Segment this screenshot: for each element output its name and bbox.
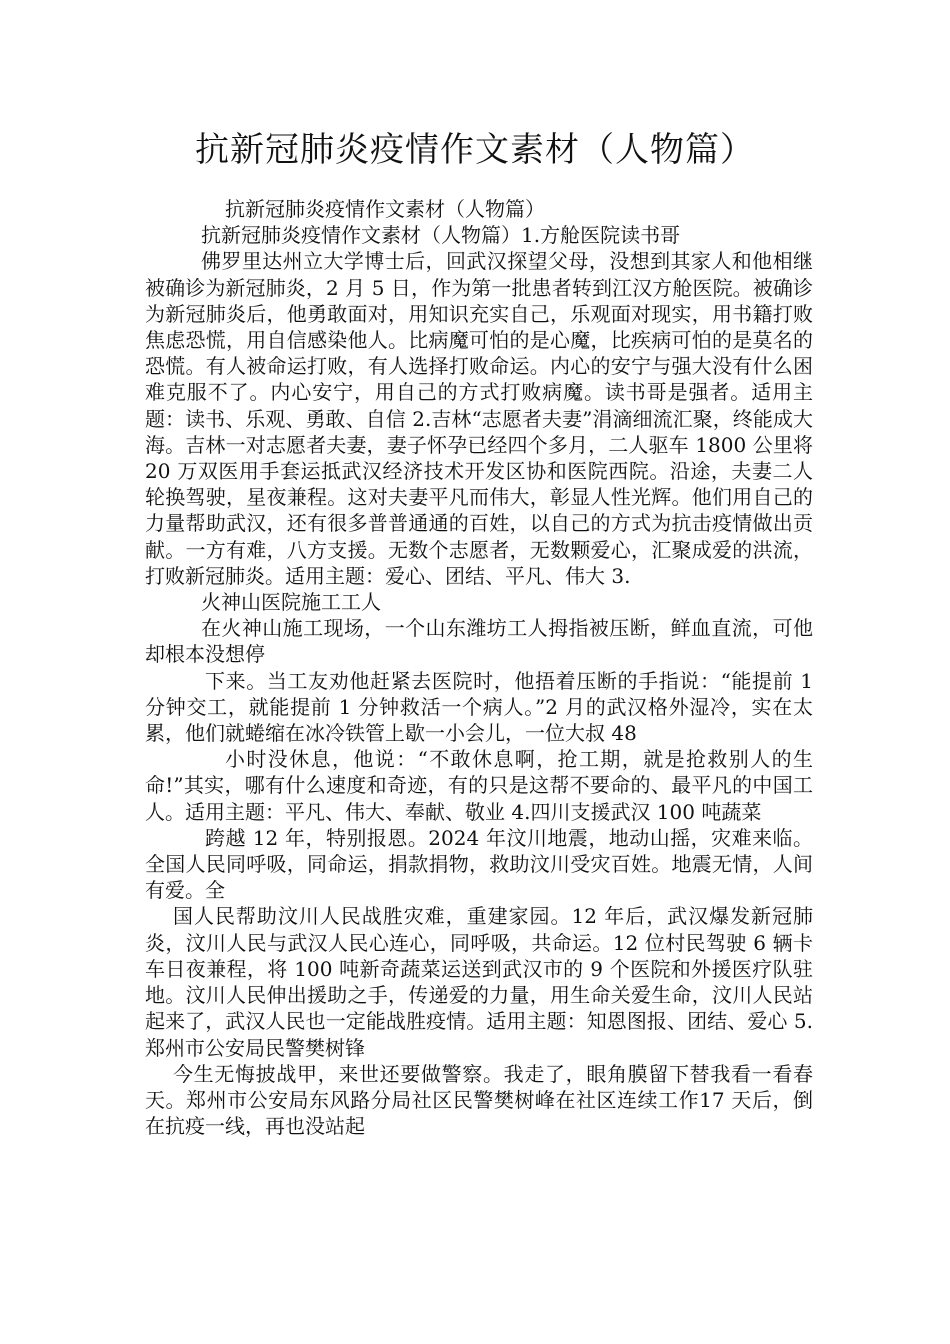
subtitle-paragraph: 抗新冠肺炎疫情作文素材（人物篇） [225, 197, 545, 221]
body-paragraph: 今生无悔披战甲，来世还要做警察。我走了，眼角膜留下替我看一看春天。郑州市公安局东风路分局社区民警樊树峰在社区连续工作17 天后，倒在抗疫一线，再也没站起 [145, 1061, 813, 1139]
body-paragraph: 佛罗里达州立大学博士后，回武汉探望父母，没想到其家人和他相继被确诊为新冠肺炎，2 月 5 日，作为第一批患者转到江汉方舱医院。被确诊为新冠肺炎后，他勇敢面对，用知识充实自己，乐观面对现实，用书籍打败焦虑恐慌，用自信感染他人。比病魔可怕的是心魔，比疾病可怕的是莫名的恐慌。有人被命运打败，有人选择打败命运。内心的安宁与强大没有什么困难克服不了。内心安宁，用自己的方式打败病魔。读书哥是强者。适用主题：读书、乐观、勇敢、自信 2.吉林“志愿者夫妻”涓滴细流汇聚，终能成大海。吉林一对志愿者夫妻，妻子怀孕已经四个多月，二人驱车 1800 公里将 20 万双医用手套运抵武汉经济技术开发区协和医院西院。沿途，夫妻二人轮换驾驶，星夜兼程。这对夫妻平凡而伟大，彰显人性光辉。他们用自己的力量帮助武汉，还有很多普普通通的百姓，以自己的方式为抗击疫情做出贡献。一方有难，八方支援。无数个志愿者，无数颗爱心，汇聚成爱的洪流，打败新冠肺炎。适用主题：爱心、团结、平凡、伟大 3. [145, 249, 813, 588]
section-heading: 火神山医院施工工人 [201, 590, 381, 615]
document-body [145, 196, 813, 1139]
body-paragraph: 小时没休息，他说：“不敢休息啊，抢工期，就是抢救别人的生命!”其实，哪有什么速度和奇迹，有的只是这帮不要命的、最平凡的中国工人。适用主题：平凡、伟大、奉献、敬业 4.四川支援武汉 100 吨蔬菜 [145, 747, 813, 824]
intro-paragraph: 抗新冠肺炎疫情作文素材（人物篇）1.方舱医院读书哥 [201, 223, 681, 248]
body-paragraph: 下来。当工友劝他赶紧去医院时，他捂着压断的手指说：“能提前 1 分钟交工，就能提前 1 分钟救活一个病人。”2 月的武汉格外湿冷，实在太累，他们就蜷缩在冰冷铁管上歇一小会儿，一位大叔 48 [145, 668, 813, 746]
document-title: 抗新冠肺炎疫情作文素材（人物篇） [195, 130, 755, 170]
body-paragraph: 在火神山施工现场，一个山东潍坊工人拇指被压断，鲜血直流，可他却根本没想停 [145, 616, 813, 667]
body-paragraph: 国人民帮助汶川人民战胜灾难，重建家园。12 年后，武汉爆发新冠肺炎，汶川人民与武汉人民心连心，同呼吸，共命运。12 位村民驾驶 6 辆卡车日夜兼程，将 100 吨新奇蔬菜运送到武汉市的 9 个医院和外援医疗队驻地。汶川人民伸出援助之手，传递爱的力量，用生命关爱生命，汶川人民站起来了，武汉人民也一定能战胜疫情。适用主题：知恩图报、团结、爱心 5.郑州市公安局民警樊树锋 [145, 904, 813, 1060]
body-paragraph: 跨越 12 年，特别报恩。2024 年汶川地震，地动山摇，灾难来临。全国人民同呼吸，同命运，捐款捐物，救助汶川受灾百姓。地震无情，人间有爱。全 [145, 825, 813, 903]
